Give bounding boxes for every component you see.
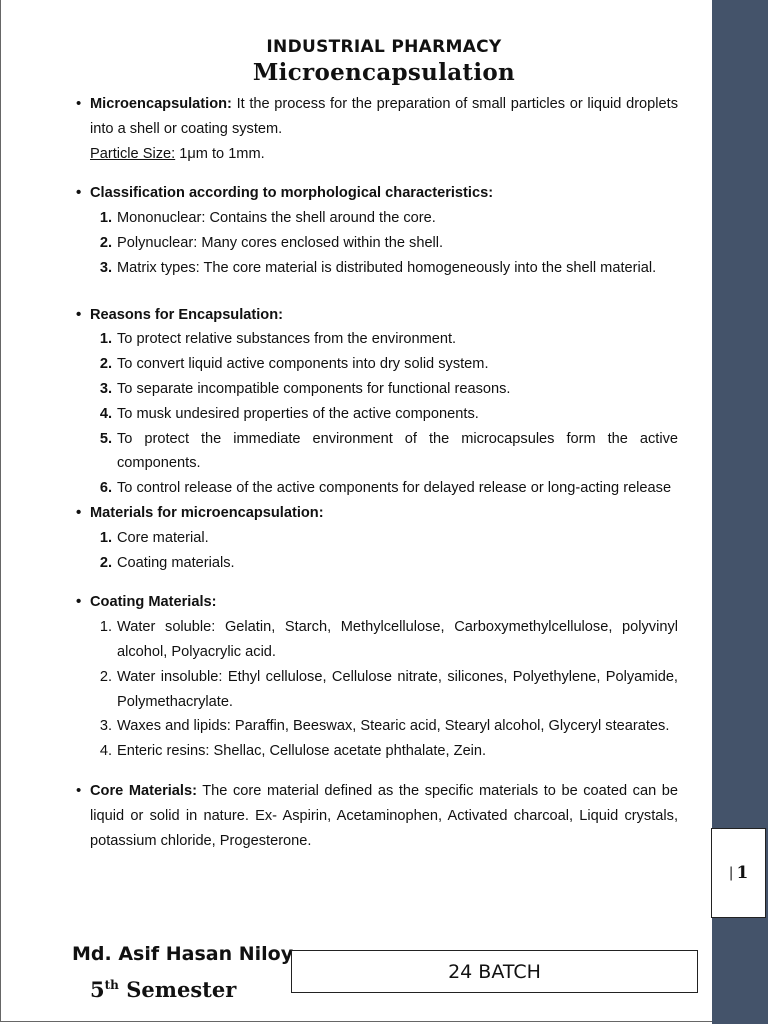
materials-list xyxy=(72,526,678,576)
list-item xyxy=(72,231,678,256)
list-text: To convert liquid active components into dry solid system. xyxy=(117,356,489,373)
materials-heading: • Materials for microencapsulation: xyxy=(72,501,678,526)
list-item xyxy=(72,352,678,377)
list-text: Water soluble: Gelatin, Starch, Methylcellulose, Carboxymethylcellulose, polyvinyl alcohol, Polyacrylic acid. xyxy=(117,619,678,660)
semester-number: 5 xyxy=(90,977,105,1002)
list-item xyxy=(72,427,678,477)
list-number: 3. xyxy=(99,259,112,276)
list-item xyxy=(72,665,678,715)
list-item xyxy=(72,526,678,551)
particle-size-label: Particle Size: xyxy=(90,145,176,162)
document-subtitle: Microencapsulation xyxy=(252,59,516,86)
page-number-box xyxy=(711,828,766,918)
list-item xyxy=(72,615,678,665)
list-text: Enteric resins: Shellac, Cellulose acetate phthalate, Zein. xyxy=(117,743,487,760)
list-number: 2. xyxy=(99,234,112,251)
author-name: Md. Asif Hasan Niloy xyxy=(72,943,294,965)
definition-bullet xyxy=(72,92,678,166)
reasons-list xyxy=(72,327,678,501)
list-number: 2. xyxy=(99,356,112,373)
classification-heading: • Classification according to morphological characteristics: xyxy=(72,181,678,206)
list-item xyxy=(72,206,678,231)
list-number: 2. xyxy=(99,554,112,571)
coating-list xyxy=(72,615,678,764)
batch-label: 24 BATCH xyxy=(448,960,541,983)
list-number: 6. xyxy=(99,480,112,497)
list-text: Waxes and lipids: Paraffin, Beeswax, Stearic acid, Stearyl alcohol, Glyceryl stearates. xyxy=(117,718,670,735)
list-number: 4. xyxy=(99,743,112,760)
classification-list xyxy=(72,206,678,280)
semester-label xyxy=(90,970,236,1005)
list-text: To protect the immediate environment of the microcapsules form the active components. xyxy=(117,430,678,472)
particle-size-value: 1μm to 1mm. xyxy=(175,145,265,162)
list-number: 4. xyxy=(99,405,112,422)
semester-suffix: th xyxy=(104,978,119,992)
document-title: INDUSTRIAL PHARMACY xyxy=(266,37,502,57)
list-text: Matrix types: The core material is distributed homogeneously into the shell material. xyxy=(117,259,657,276)
list-text: To protect relative substances from the environment. xyxy=(117,331,457,348)
list-item xyxy=(72,476,678,501)
list-text: To control release of the active components for delayed release or long-acting release xyxy=(117,480,672,497)
list-item xyxy=(72,714,678,739)
coating-heading: • Coating Materials: xyxy=(72,590,678,615)
list-item xyxy=(72,739,678,764)
list-number: 2. xyxy=(99,668,112,685)
page-number: 1 xyxy=(736,863,749,883)
core-text: The core material defined as the specific materials to be coated can be liquid or solid in nature. Ex- Aspirin, Acetaminophen, Activated charcoal, Liquid crystals, potassium chloride, Progesterone. xyxy=(90,782,678,849)
list-text: Coating materials. xyxy=(117,554,235,571)
list-number: 1. xyxy=(99,210,112,227)
list-number: 1. xyxy=(99,331,112,348)
list-item xyxy=(72,551,678,576)
list-text: To musk undesired properties of the active components. xyxy=(117,405,479,422)
definition-label: Microencapsulation: xyxy=(90,96,232,112)
core-label: Core Materials: xyxy=(90,782,197,799)
list-text: Core material. xyxy=(117,529,209,546)
core-bullet xyxy=(72,779,678,853)
list-number: 5. xyxy=(99,430,112,447)
list-number: 3. xyxy=(99,380,112,397)
list-text: To separate incompatible components for functional reasons. xyxy=(117,380,511,397)
batch-box xyxy=(291,950,698,993)
list-number: 1. xyxy=(99,619,112,636)
list-item xyxy=(72,377,678,402)
list-text: Mononuclear: Contains the shell around the core. xyxy=(117,210,436,227)
list-item xyxy=(72,256,678,281)
reasons-heading: • Reasons for Encapsulation: xyxy=(72,303,678,328)
list-number: 3. xyxy=(99,718,112,735)
document-header xyxy=(0,36,768,88)
list-item xyxy=(72,402,678,427)
page-number-separator: | xyxy=(728,865,734,881)
list-number: 1. xyxy=(99,529,112,546)
document-body xyxy=(72,92,678,853)
list-text: Water insoluble: Ethyl cellulose, Cellulose nitrate, silicones, Polyethylene, Polyamide, Polymethacrylate. xyxy=(117,668,678,710)
definition-text: It the process for the preparation of small particles or liquid droplets into a shell or coating system. xyxy=(90,96,678,137)
list-text: Polynuclear: Many cores enclosed within the shell. xyxy=(117,234,444,251)
list-item xyxy=(72,327,678,352)
semester-word: Semester xyxy=(118,977,237,1002)
